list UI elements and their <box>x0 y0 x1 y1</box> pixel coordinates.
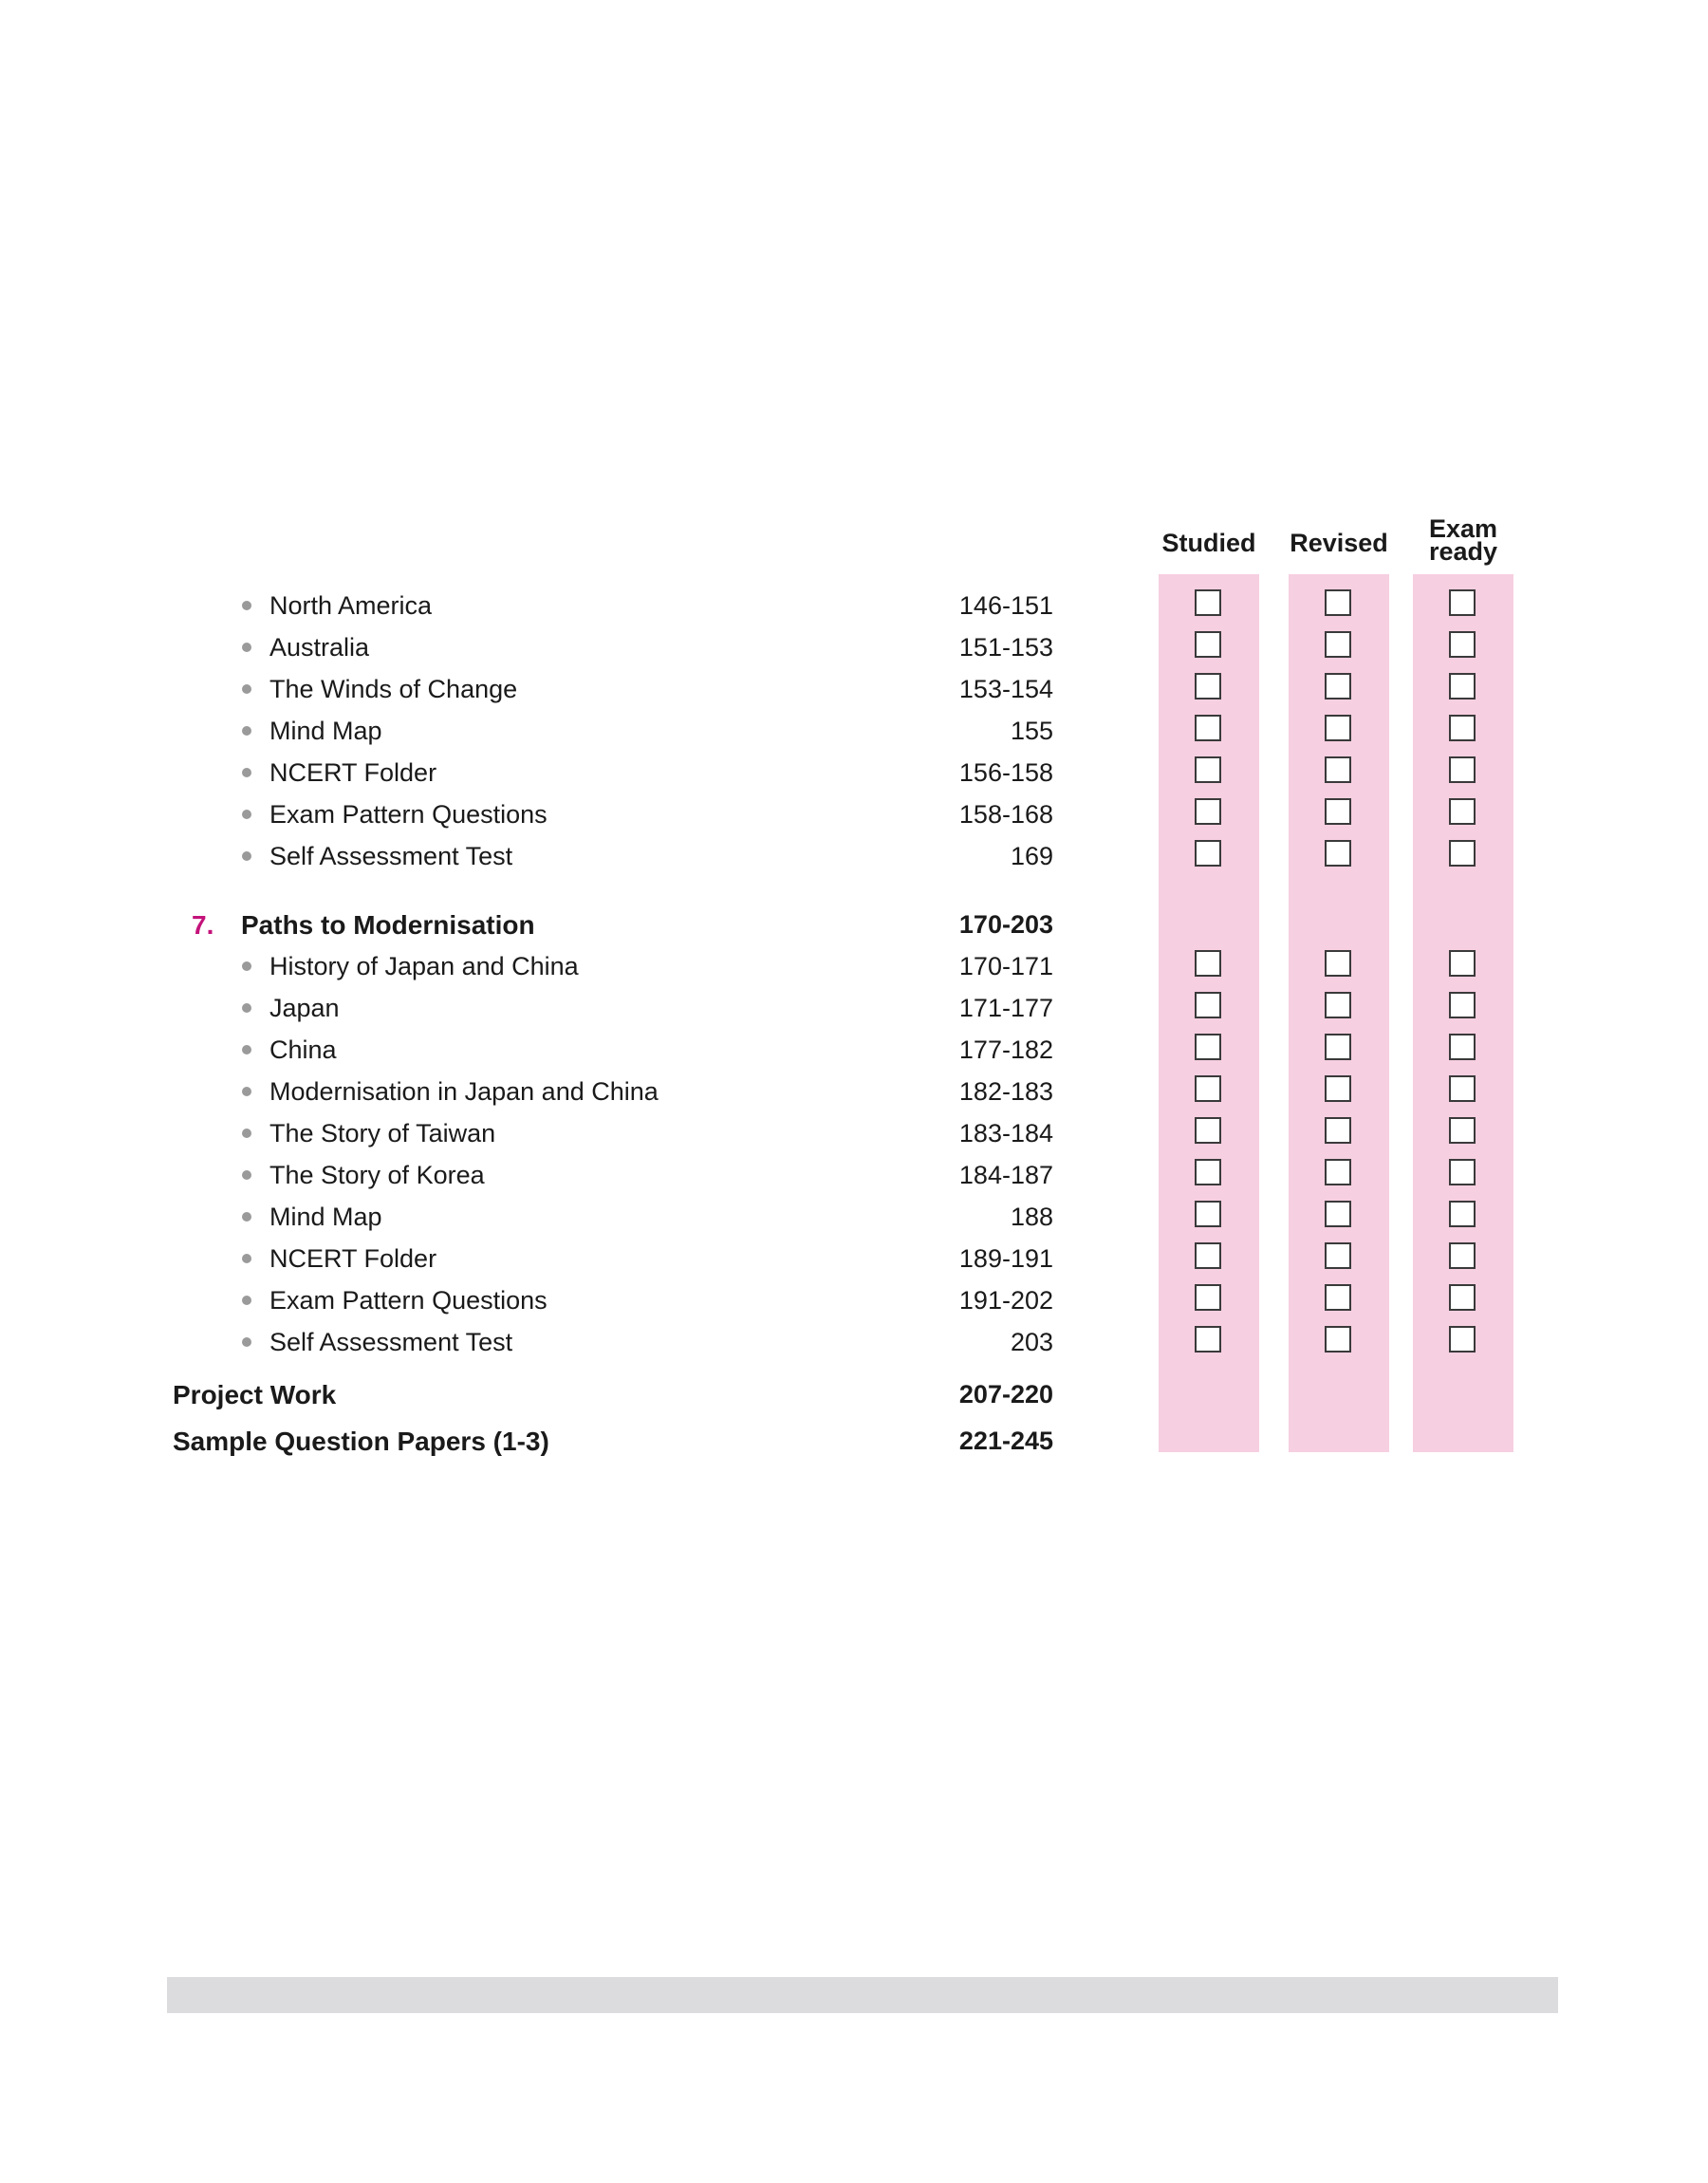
exam-ready-header <box>1406 514 1520 566</box>
bullet-icon <box>242 961 251 971</box>
exam-ready-checkbox[interactable] <box>1449 950 1476 977</box>
revised-checkbox[interactable] <box>1325 950 1351 977</box>
bullet-icon <box>242 1129 251 1138</box>
revised-checkbox[interactable] <box>1325 992 1351 1018</box>
studied-checkbox[interactable] <box>1195 1201 1221 1227</box>
toc-row <box>0 1073 1708 1111</box>
page-range: 188 <box>1010 1203 1053 1231</box>
section-page-range: 221-245 <box>958 1427 1053 1455</box>
revised-checkbox[interactable] <box>1325 673 1351 700</box>
revised-checkbox[interactable] <box>1325 840 1351 867</box>
revised-checkbox[interactable] <box>1325 589 1351 616</box>
revised-checkbox[interactable] <box>1325 1117 1351 1144</box>
exam-ready-checkbox[interactable] <box>1449 1075 1476 1102</box>
exam-ready-checkbox[interactable] <box>1449 798 1476 825</box>
bullet-icon <box>242 684 251 694</box>
topic-title: History of Japan and China <box>269 952 579 980</box>
section-title: Sample Question Papers (1-3) <box>173 1427 549 1456</box>
topic-title: Mind Map <box>269 717 382 745</box>
topic-title: Exam Pattern Questions <box>269 1286 548 1315</box>
toc-row <box>0 713 1708 751</box>
topic-title: The Story of Taiwan <box>269 1119 496 1147</box>
studied-checkbox[interactable] <box>1195 1326 1221 1353</box>
toc-row <box>0 1324 1708 1362</box>
page-range: 191-202 <box>958 1286 1053 1315</box>
page-range: 155 <box>1010 717 1053 745</box>
revised-checkbox[interactable] <box>1325 1159 1351 1185</box>
page-range: 146-151 <box>958 591 1053 620</box>
studied-checkbox[interactable] <box>1195 950 1221 977</box>
bullet-icon <box>242 1045 251 1054</box>
bullet-icon <box>242 810 251 819</box>
studied-checkbox[interactable] <box>1195 1159 1221 1185</box>
revised-checkbox[interactable] <box>1325 1326 1351 1353</box>
page-range: 151-153 <box>958 633 1053 662</box>
exam-ready-checkbox[interactable] <box>1449 673 1476 700</box>
topic-title: NCERT Folder <box>269 1244 437 1273</box>
exam-ready-checkbox[interactable] <box>1449 1117 1476 1144</box>
exam-ready-checkbox[interactable] <box>1449 1201 1476 1227</box>
section-row-sample-papers <box>0 1423 1708 1461</box>
topic-title: NCERT Folder <box>269 758 437 787</box>
exam-ready-header-line1: Exam <box>1428 514 1498 543</box>
chapter-heading <box>0 906 1708 944</box>
revised-header: Revised <box>1290 529 1388 557</box>
studied-checkbox[interactable] <box>1195 631 1221 658</box>
toc-row <box>0 629 1708 667</box>
toc-row <box>0 1157 1708 1195</box>
topic-title: Mind Map <box>269 1203 382 1231</box>
topic-title: Japan <box>269 994 340 1022</box>
page-range: 169 <box>1010 842 1053 870</box>
page-range: 189-191 <box>958 1244 1053 1273</box>
page-range: 156-158 <box>958 758 1053 787</box>
topic-title: The Story of Korea <box>269 1161 485 1189</box>
toc-row <box>0 1241 1708 1278</box>
studied-checkbox[interactable] <box>1195 1034 1221 1060</box>
page-range: 182-183 <box>958 1077 1053 1106</box>
page-range: 183-184 <box>958 1119 1053 1147</box>
studied-checkbox[interactable] <box>1195 1242 1221 1269</box>
toc-row <box>0 838 1708 876</box>
toc-row <box>0 1282 1708 1320</box>
revised-checkbox[interactable] <box>1325 798 1351 825</box>
exam-ready-checkbox[interactable] <box>1449 631 1476 658</box>
toc-row <box>0 755 1708 793</box>
studied-checkbox[interactable] <box>1195 992 1221 1018</box>
page-range: 177-182 <box>958 1036 1053 1064</box>
exam-ready-checkbox[interactable] <box>1449 1284 1476 1311</box>
bullet-icon <box>242 1170 251 1180</box>
exam-ready-checkbox[interactable] <box>1449 1159 1476 1185</box>
page-range: 153-154 <box>958 675 1053 703</box>
toc-row <box>0 1115 1708 1153</box>
toc-row <box>0 948 1708 986</box>
exam-ready-checkbox[interactable] <box>1449 1034 1476 1060</box>
chapter-number: 7. <box>192 910 214 940</box>
exam-ready-checkbox[interactable] <box>1449 715 1476 741</box>
exam-ready-checkbox[interactable] <box>1449 992 1476 1018</box>
footer-bar <box>167 1977 1558 2013</box>
bullet-icon <box>242 1212 251 1222</box>
revised-checkbox[interactable] <box>1325 756 1351 783</box>
studied-checkbox[interactable] <box>1195 1117 1221 1144</box>
studied-checkbox[interactable] <box>1195 798 1221 825</box>
revised-checkbox[interactable] <box>1325 1201 1351 1227</box>
section-title: Project Work <box>173 1380 337 1409</box>
studied-checkbox[interactable] <box>1195 1075 1221 1102</box>
topic-title: Self Assessment Test <box>269 842 513 870</box>
bullet-icon <box>242 1087 251 1096</box>
bullet-icon <box>242 1337 251 1347</box>
exam-ready-checkbox[interactable] <box>1449 756 1476 783</box>
studied-header: Studied <box>1161 529 1256 557</box>
revised-checkbox[interactable] <box>1325 631 1351 658</box>
revised-checkbox[interactable] <box>1325 1242 1351 1269</box>
revised-checkbox[interactable] <box>1325 1284 1351 1311</box>
topic-title: Australia <box>269 633 370 662</box>
bullet-icon <box>242 601 251 610</box>
page-range: 171-177 <box>958 994 1053 1022</box>
topic-title: North America <box>269 591 433 620</box>
toc-row <box>0 588 1708 625</box>
exam-ready-header-line2: ready <box>1428 537 1498 566</box>
topic-title: Self Assessment Test <box>269 1328 513 1356</box>
revised-checkbox[interactable] <box>1325 1075 1351 1102</box>
topic-title: Exam Pattern Questions <box>269 800 548 829</box>
toc-row <box>0 796 1708 834</box>
exam-ready-checkbox[interactable] <box>1449 840 1476 867</box>
revised-checkbox[interactable] <box>1325 1034 1351 1060</box>
section-row-project-work <box>0 1376 1708 1414</box>
bullet-icon <box>242 726 251 736</box>
studied-checkbox[interactable] <box>1195 756 1221 783</box>
studied-checkbox[interactable] <box>1195 715 1221 741</box>
studied-checkbox[interactable] <box>1195 840 1221 867</box>
page-range: 203 <box>1010 1328 1053 1356</box>
topic-title: China <box>269 1036 337 1064</box>
page-range: 184-187 <box>958 1161 1053 1189</box>
exam-ready-checkbox[interactable] <box>1449 589 1476 616</box>
chapter-title: Paths to Modernisation <box>241 910 535 940</box>
revised-checkbox[interactable] <box>1325 715 1351 741</box>
topic-title: Modernisation in Japan and China <box>269 1077 659 1106</box>
exam-ready-checkbox[interactable] <box>1449 1326 1476 1353</box>
toc-row <box>0 990 1708 1028</box>
bullet-icon <box>242 768 251 777</box>
studied-checkbox[interactable] <box>1195 589 1221 616</box>
chapter-page-range: 170-203 <box>958 910 1053 939</box>
bullet-icon <box>242 1296 251 1305</box>
studied-checkbox[interactable] <box>1195 1284 1221 1311</box>
exam-ready-checkbox[interactable] <box>1449 1242 1476 1269</box>
topic-title: The Winds of Change <box>269 675 518 703</box>
toc-row <box>0 1032 1708 1070</box>
bullet-icon <box>242 1003 251 1013</box>
toc-row <box>0 1199 1708 1237</box>
bullet-icon <box>242 643 251 652</box>
page-range: 170-171 <box>958 952 1053 980</box>
studied-checkbox[interactable] <box>1195 673 1221 700</box>
bullet-icon <box>242 851 251 861</box>
page-range: 158-168 <box>958 800 1053 829</box>
section-page-range: 207-220 <box>958 1380 1053 1409</box>
bullet-icon <box>242 1254 251 1263</box>
toc-row <box>0 671 1708 709</box>
